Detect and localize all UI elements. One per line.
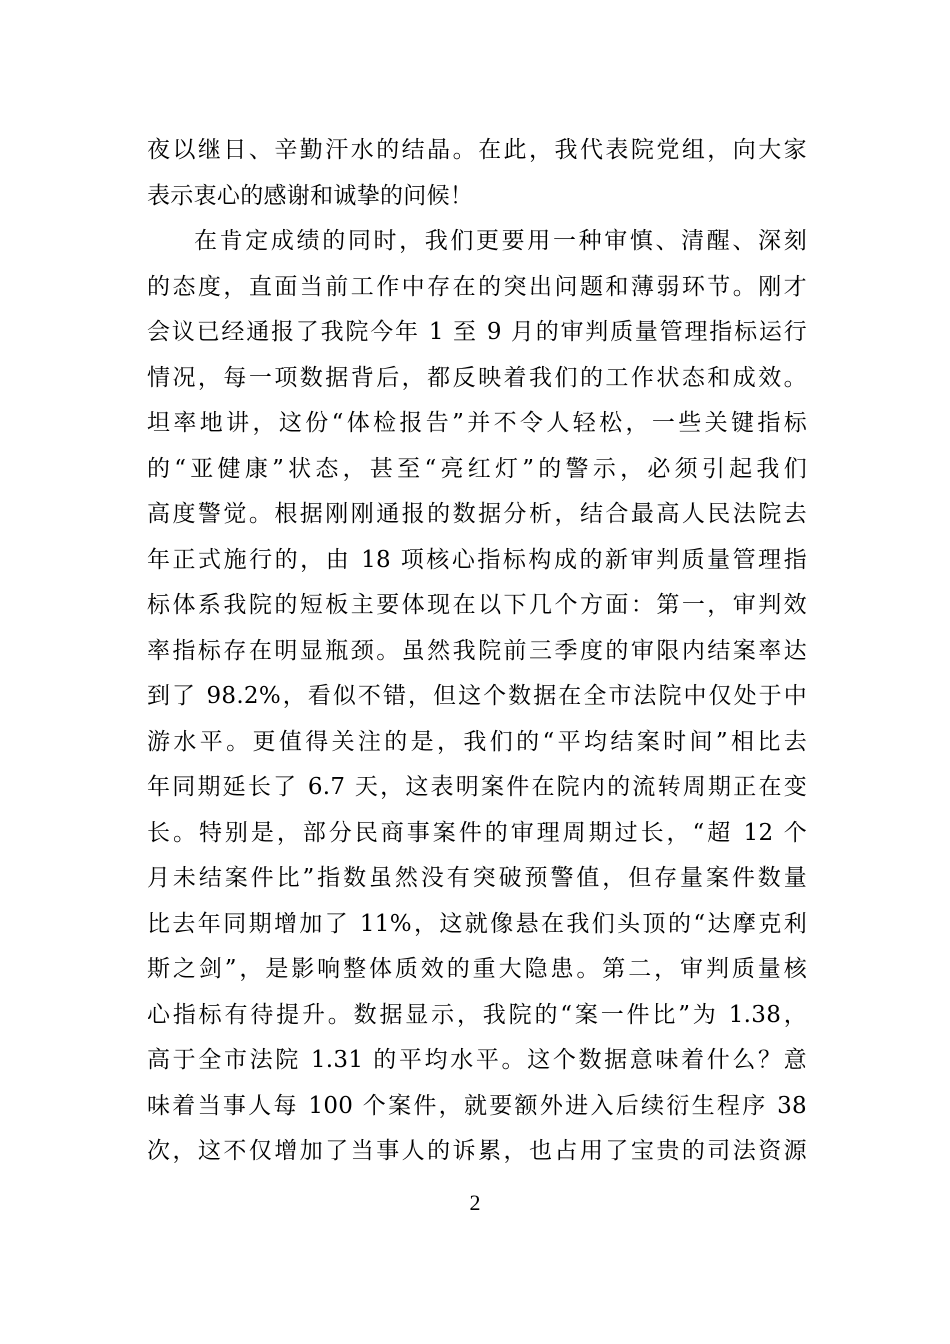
text-line: 高度警觉。根据刚刚通报的数据分析，结合最高人民法院去 bbox=[147, 501, 807, 527]
paragraph-2 bbox=[147, 219, 807, 1175]
text-line: 年正式施行的，由 18 项核心指标构成的新审判质量管理指 bbox=[147, 546, 807, 573]
text-line: 情况，每一项数据背后，都反映着我们的工作状态和成效。 bbox=[147, 364, 807, 391]
text-line: 年同期延长了 6.7 天，这表明案件在院内的流转周期正在变 bbox=[147, 774, 807, 800]
text-line: 长。特别是，部分民商事案件的审理周期过长，“超 12 个 bbox=[147, 819, 807, 846]
text-line: 标体系我院的短板主要体现在以下几个方面：第一，审判效 bbox=[147, 592, 807, 618]
text-line: 率指标存在明显瓶颈。虽然我院前三季度的审限内结案率达 bbox=[147, 637, 807, 664]
text-line: 味着当事人每 100 个案件，就要额外进入后续衍生程序 38 bbox=[147, 1092, 807, 1119]
text-line: 坦率地讲，这份“体检报告”并不令人轻松，一些关键指标 bbox=[147, 410, 807, 436]
text-line: 比去年同期增加了 11%，这就像悬在我们头顶的“达摩克利 bbox=[147, 910, 807, 937]
text-line: 会议已经通报了我院今年 1 至 9 月的审判质量管理指标运行 bbox=[147, 319, 807, 345]
text-line: 的“亚健康”状态，甚至“亮红灯”的警示，必须引起我们 bbox=[147, 455, 807, 482]
text-line: 心指标有待提升。数据显示，我院的“案一件比”为 1.38， bbox=[147, 1001, 807, 1028]
text-line: 的态度，直面当前工作中存在的突出问题和薄弱环节。刚才 bbox=[147, 273, 807, 300]
text-line: 夜以继日、辛勤汗水的结晶。在此，我代表院党组，向大家 bbox=[147, 137, 807, 163]
text-line: 次，这不仅增加了当事人的诉累，也占用了宝贵的司法资源 bbox=[147, 1138, 807, 1164]
text-line: 在肯定成绩的同时，我们更要用一种审慎、清醒、深刻 bbox=[194, 228, 807, 254]
text-line: 游水平。更值得关注的是，我们的“平均结案时间”相比去 bbox=[147, 728, 807, 755]
text-line: 到了 98.2%，看似不错，但这个数据在全市法院中仅处于中 bbox=[147, 683, 807, 709]
body-text bbox=[147, 128, 807, 1175]
text-line: 高于全市法院 1.31 的平均水平。这个数据意味着什么？意 bbox=[147, 1047, 807, 1073]
text-line: 月未结案件比”指数虽然没有突破预警值，但存量案件数量 bbox=[147, 865, 807, 891]
text-line: 表示衷心的感谢和诚挚的问候！ bbox=[147, 182, 474, 209]
page-number: 2 bbox=[469, 1190, 481, 1215]
paragraph-1 bbox=[147, 128, 807, 219]
text-line: 斯之剑”，是影响整体质效的重大隐患。第二，审判质量核 bbox=[147, 956, 807, 982]
